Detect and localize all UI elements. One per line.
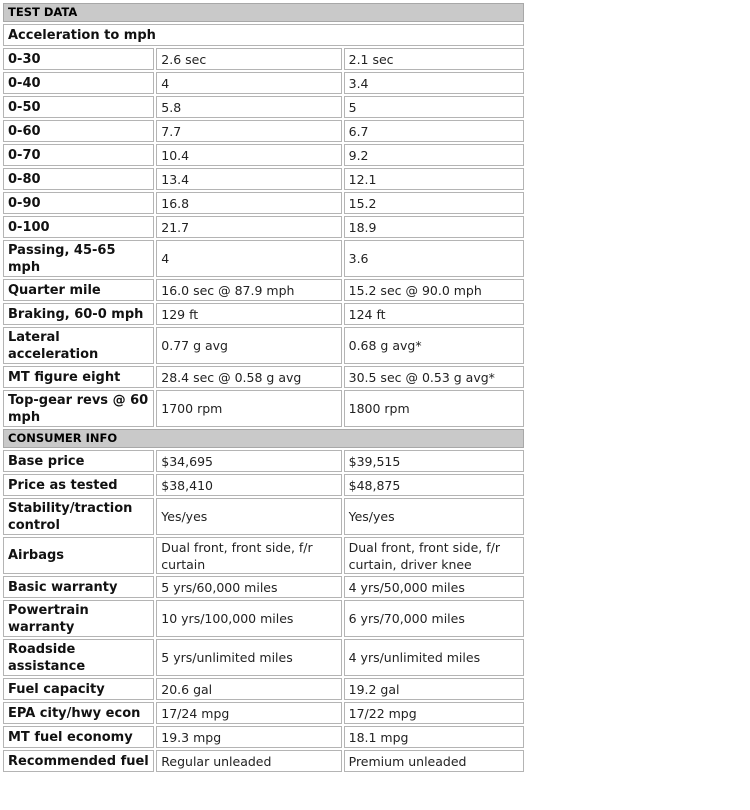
- car1-value: 5 yrs/unlimited miles: [156, 639, 341, 676]
- car2-value: 4 yrs/unlimited miles: [344, 639, 524, 676]
- section-header-test-data: [3, 3, 524, 22]
- car1-value: 19.3 mpg: [156, 726, 341, 748]
- car2-value: 124 ft: [344, 303, 524, 325]
- car2-value: 6.7: [344, 120, 524, 142]
- car1-value: 4: [156, 72, 341, 94]
- car1-value: Yes/yes: [156, 498, 341, 535]
- row-label: Stability/traction control: [3, 498, 154, 535]
- car2-value: 30.5 sec @ 0.53 g avg*: [344, 366, 524, 388]
- car1-value: 21.7: [156, 216, 341, 238]
- car1-value: 4: [156, 240, 341, 277]
- car2-value: 19.2 gal: [344, 678, 524, 700]
- car1-value: 5 yrs/60,000 miles: [156, 576, 341, 598]
- car2-value: 17/22 mpg: [344, 702, 524, 724]
- car2-value: $48,875: [344, 474, 524, 496]
- row-label: Lateral acceleration: [3, 327, 154, 364]
- car1-value: 16.8: [156, 192, 341, 214]
- car2-value: 2.1 sec: [344, 48, 524, 70]
- table-row: [3, 48, 524, 70]
- car2-value: 18.9: [344, 216, 524, 238]
- row-label: MT fuel economy: [3, 726, 154, 748]
- row-label: Airbags: [3, 537, 154, 574]
- row-label: Powertrain warranty: [3, 600, 154, 637]
- car2-value: Premium unleaded: [344, 750, 524, 772]
- row-label: 0-50: [3, 96, 154, 118]
- table-row: [3, 450, 524, 472]
- row-label: 0-40: [3, 72, 154, 94]
- spec-table: [1, 1, 526, 774]
- section-title: TEST DATA: [3, 3, 524, 22]
- table-row: [3, 600, 524, 637]
- car1-value: $38,410: [156, 474, 341, 496]
- table-row: [3, 678, 524, 700]
- row-label: Top-gear revs @ 60 mph: [3, 390, 154, 427]
- row-label: 0-70: [3, 144, 154, 166]
- row-label: 0-90: [3, 192, 154, 214]
- row-label: Basic warranty: [3, 576, 154, 598]
- car2-value: 15.2 sec @ 90.0 mph: [344, 279, 524, 301]
- car1-value: 10.4: [156, 144, 341, 166]
- table-row: [3, 303, 524, 325]
- table-row: [3, 279, 524, 301]
- car2-value: 4 yrs/50,000 miles: [344, 576, 524, 598]
- car2-value: 0.68 g avg*: [344, 327, 524, 364]
- row-label: MT figure eight: [3, 366, 154, 388]
- row-label: EPA city/hwy econ: [3, 702, 154, 724]
- car2-value: 5: [344, 96, 524, 118]
- table-row: [3, 240, 524, 277]
- row-label: Base price: [3, 450, 154, 472]
- table-row: [3, 537, 524, 574]
- car2-value: 18.1 mpg: [344, 726, 524, 748]
- row-label: Braking, 60-0 mph: [3, 303, 154, 325]
- table-row: [3, 576, 524, 598]
- subheader-acceleration: [3, 24, 524, 46]
- row-label: Recommended fuel: [3, 750, 154, 772]
- car2-value: Dual front, front side, f/r curtain, driver knee: [344, 537, 524, 574]
- row-label: 0-60: [3, 120, 154, 142]
- car2-value: Yes/yes: [344, 498, 524, 535]
- table-row: [3, 120, 524, 142]
- car1-value: 129 ft: [156, 303, 341, 325]
- table-row: [3, 168, 524, 190]
- table-row: [3, 390, 524, 427]
- table-row: [3, 192, 524, 214]
- car1-value: 13.4: [156, 168, 341, 190]
- table-row: [3, 750, 524, 772]
- car1-value: 7.7: [156, 120, 341, 142]
- table-row: [3, 702, 524, 724]
- subheader-title: Acceleration to mph: [3, 24, 524, 46]
- table-row: [3, 327, 524, 364]
- car1-value: 2.6 sec: [156, 48, 341, 70]
- car2-value: 1800 rpm: [344, 390, 524, 427]
- car2-value: 15.2: [344, 192, 524, 214]
- table-row: [3, 366, 524, 388]
- car1-value: Regular unleaded: [156, 750, 341, 772]
- row-label: Price as tested: [3, 474, 154, 496]
- section-header-consumer-info: [3, 429, 524, 448]
- car1-value: 20.6 gal: [156, 678, 341, 700]
- car1-value: 10 yrs/100,000 miles: [156, 600, 341, 637]
- car2-value: 3.4: [344, 72, 524, 94]
- car1-value: Dual front, front side, f/r curtain: [156, 537, 341, 574]
- car2-value: 12.1: [344, 168, 524, 190]
- table-row: [3, 72, 524, 94]
- car2-value: $39,515: [344, 450, 524, 472]
- car2-value: 9.2: [344, 144, 524, 166]
- row-label: 0-30: [3, 48, 154, 70]
- table-row: [3, 96, 524, 118]
- row-label: Roadside assistance: [3, 639, 154, 676]
- car1-value: 5.8: [156, 96, 341, 118]
- car2-value: 3.6: [344, 240, 524, 277]
- table-row: [3, 498, 524, 535]
- car1-value: 1700 rpm: [156, 390, 341, 427]
- table-row: [3, 726, 524, 748]
- row-label: Quarter mile: [3, 279, 154, 301]
- row-label: Passing, 45-65 mph: [3, 240, 154, 277]
- section-title: CONSUMER INFO: [3, 429, 524, 448]
- car1-value: 16.0 sec @ 87.9 mph: [156, 279, 341, 301]
- car1-value: 28.4 sec @ 0.58 g avg: [156, 366, 341, 388]
- row-label: 0-80: [3, 168, 154, 190]
- car1-value: 0.77 g avg: [156, 327, 341, 364]
- table-row: [3, 216, 524, 238]
- row-label: Fuel capacity: [3, 678, 154, 700]
- row-label: 0-100: [3, 216, 154, 238]
- table-row: [3, 474, 524, 496]
- car1-value: 17/24 mpg: [156, 702, 341, 724]
- table-row: [3, 639, 524, 676]
- car2-value: 6 yrs/70,000 miles: [344, 600, 524, 637]
- table-row: [3, 144, 524, 166]
- car1-value: $34,695: [156, 450, 341, 472]
